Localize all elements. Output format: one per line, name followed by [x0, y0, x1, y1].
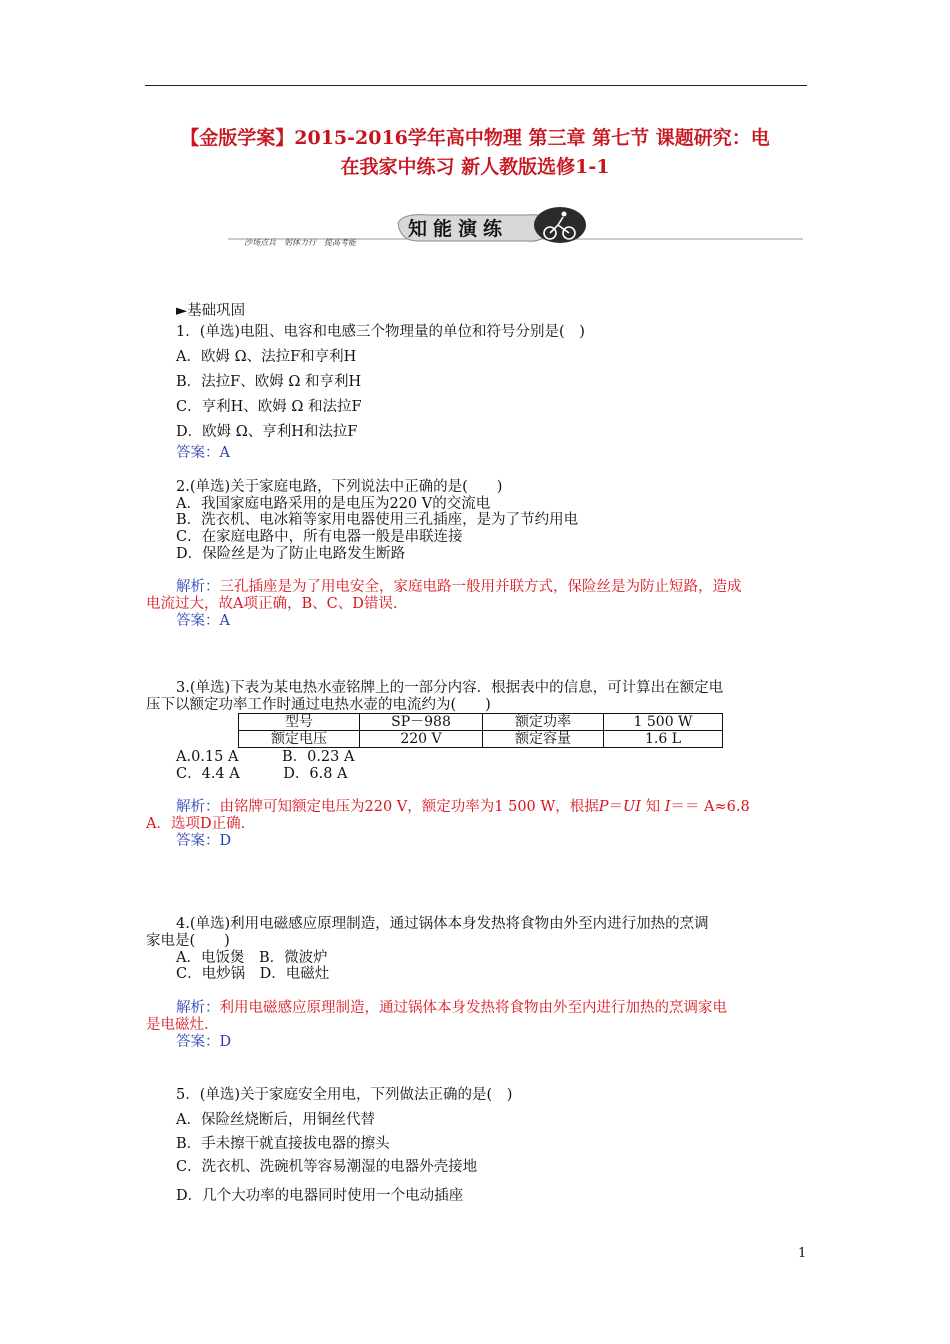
q3-options-line1: A.0.15 A B．0.23 A [176, 749, 355, 765]
table-cell: SP－988 [360, 714, 483, 731]
q4-options-line2: C．电炒锅 D．电磁灶 [176, 966, 330, 982]
q1-answer: 答案：A [176, 445, 230, 461]
q1-option-b: B．法拉F、欧姆 Ω 和亨利H [176, 374, 362, 390]
q5-option-b: B．手未擦干就直接拔电器的擦头 [176, 1136, 390, 1152]
q4-analysis-line2: 是电磁灶. [146, 1017, 209, 1033]
q1-option-d: D．欧姆 Ω、亨利H和法拉F [176, 424, 358, 440]
q5-option-d: D．几个大功率的电器同时使用一个电动插座 [176, 1188, 464, 1204]
q4-analysis-label: 解析： [176, 1000, 220, 1016]
q4-options-line1: A．电饭煲 B．微波炉 [176, 950, 328, 966]
table-cell: 1 500 W [604, 714, 723, 731]
q3-stem-line2: 压下以额定功率工作时通过电热水壶的电流约为( ) [146, 697, 491, 713]
section-label: ►基础巩固 [176, 303, 246, 319]
table-cell: 型号 [239, 714, 360, 731]
page-number: 1 [798, 1246, 807, 1261]
q2-analysis-text: 三孔插座是为了用电安全，家庭电路一般用并联方式，保险丝是为防止短路，造成 [219, 579, 742, 595]
q2-option-a: A．我国家庭电路采用的是电压为220 V的交流电 [176, 496, 491, 512]
q4-analysis-line1 [176, 1000, 727, 1017]
q3-analysis-line1: 解析：由铭牌可知额定电压为220 V，额定功率为1 500 W，根据P＝UI 知 I＝＝ A≈6.8 [176, 799, 750, 815]
banner-heading: 知能演练 [408, 218, 509, 240]
q2-option-c: C．在家庭电路中，所有电器一般是串联连接 [176, 529, 463, 545]
q5-stem: 5．(单选)关于家庭安全用电，下列做法正确的是( ) [176, 1087, 513, 1103]
q4-stem-line2: 家电是( ) [146, 933, 230, 949]
document-title-line2: 在我家中练习 新人教版选修1-1 [340, 156, 610, 178]
table-row [239, 714, 723, 731]
q3-options-line2: C．4.4 A D．6.8 A [176, 766, 348, 782]
q1-option-c: C．亨利H、欧姆 Ω 和法拉F [176, 399, 362, 415]
q3-answer: 答案：D [176, 833, 232, 849]
document-title-line1: 【金版学案】2015-2016学年高中物理 第三章 第七节 课题研究：电 [180, 127, 770, 149]
table-cell: 额定功率 [483, 714, 604, 731]
q3-analysis-label: 解析： [176, 799, 220, 815]
q4-stem-line1: 4.(单选)利用电磁感应原理制造，通过锅体本身发热将食物由外至内进行加热的烹调 [176, 916, 709, 932]
q5-option-c: C．洗衣机、洗碗机等容易潮湿的电器外壳接地 [176, 1159, 478, 1175]
q3-stem-line1: 3.(单选)下表为某电热水壶铭牌上的一部分内容．根据表中的信息，可计算出在额定电 [176, 680, 724, 696]
table-cell: 220 V [360, 731, 483, 748]
table-cell: 1.6 L [604, 731, 723, 748]
q2-analysis-line2: 电流过大，故A项正确，B、C、D错误. [146, 596, 398, 612]
table-cell: 额定电压 [239, 731, 360, 748]
q2-option-d: D．保险丝是为了防止电路发生断路 [176, 546, 406, 562]
q2-analysis-label: 解析： [176, 579, 220, 595]
header-rule [145, 85, 807, 86]
q4-analysis-text: 利用电磁感应原理制造，通过锅体本身发热将食物由外至内进行加热的烹调家电 [219, 1000, 727, 1016]
q1-option-a: A．欧姆 Ω、法拉F和亨利H [176, 349, 357, 365]
table-cell: 额定容量 [483, 731, 604, 748]
q5-option-a: A．保险丝烧断后，用铜丝代替 [176, 1112, 375, 1128]
q4-answer: 答案：D [176, 1034, 232, 1050]
q2-stem: 2.(单选)关于家庭电路，下列说法中正确的是( ) [176, 479, 503, 495]
q3-analysis-line2: A．选项D正确. [146, 816, 246, 832]
banner-slogan: 沙场点兵 躬体力行 提高考能 [244, 238, 356, 247]
q2-answer: 答案：A [176, 613, 230, 629]
table-row [239, 731, 723, 748]
q2-analysis-line1 [176, 579, 742, 596]
cyclist-icon [534, 207, 586, 243]
section-banner [228, 203, 803, 253]
nameplate-table [238, 713, 723, 748]
q2-option-b: B．洗衣机、电冰箱等家用电器使用三孔插座，是为了节约用电 [176, 512, 579, 528]
q1-stem: 1．(单选)电阻、电容和电感三个物理量的单位和符号分别是( ) [176, 324, 585, 340]
